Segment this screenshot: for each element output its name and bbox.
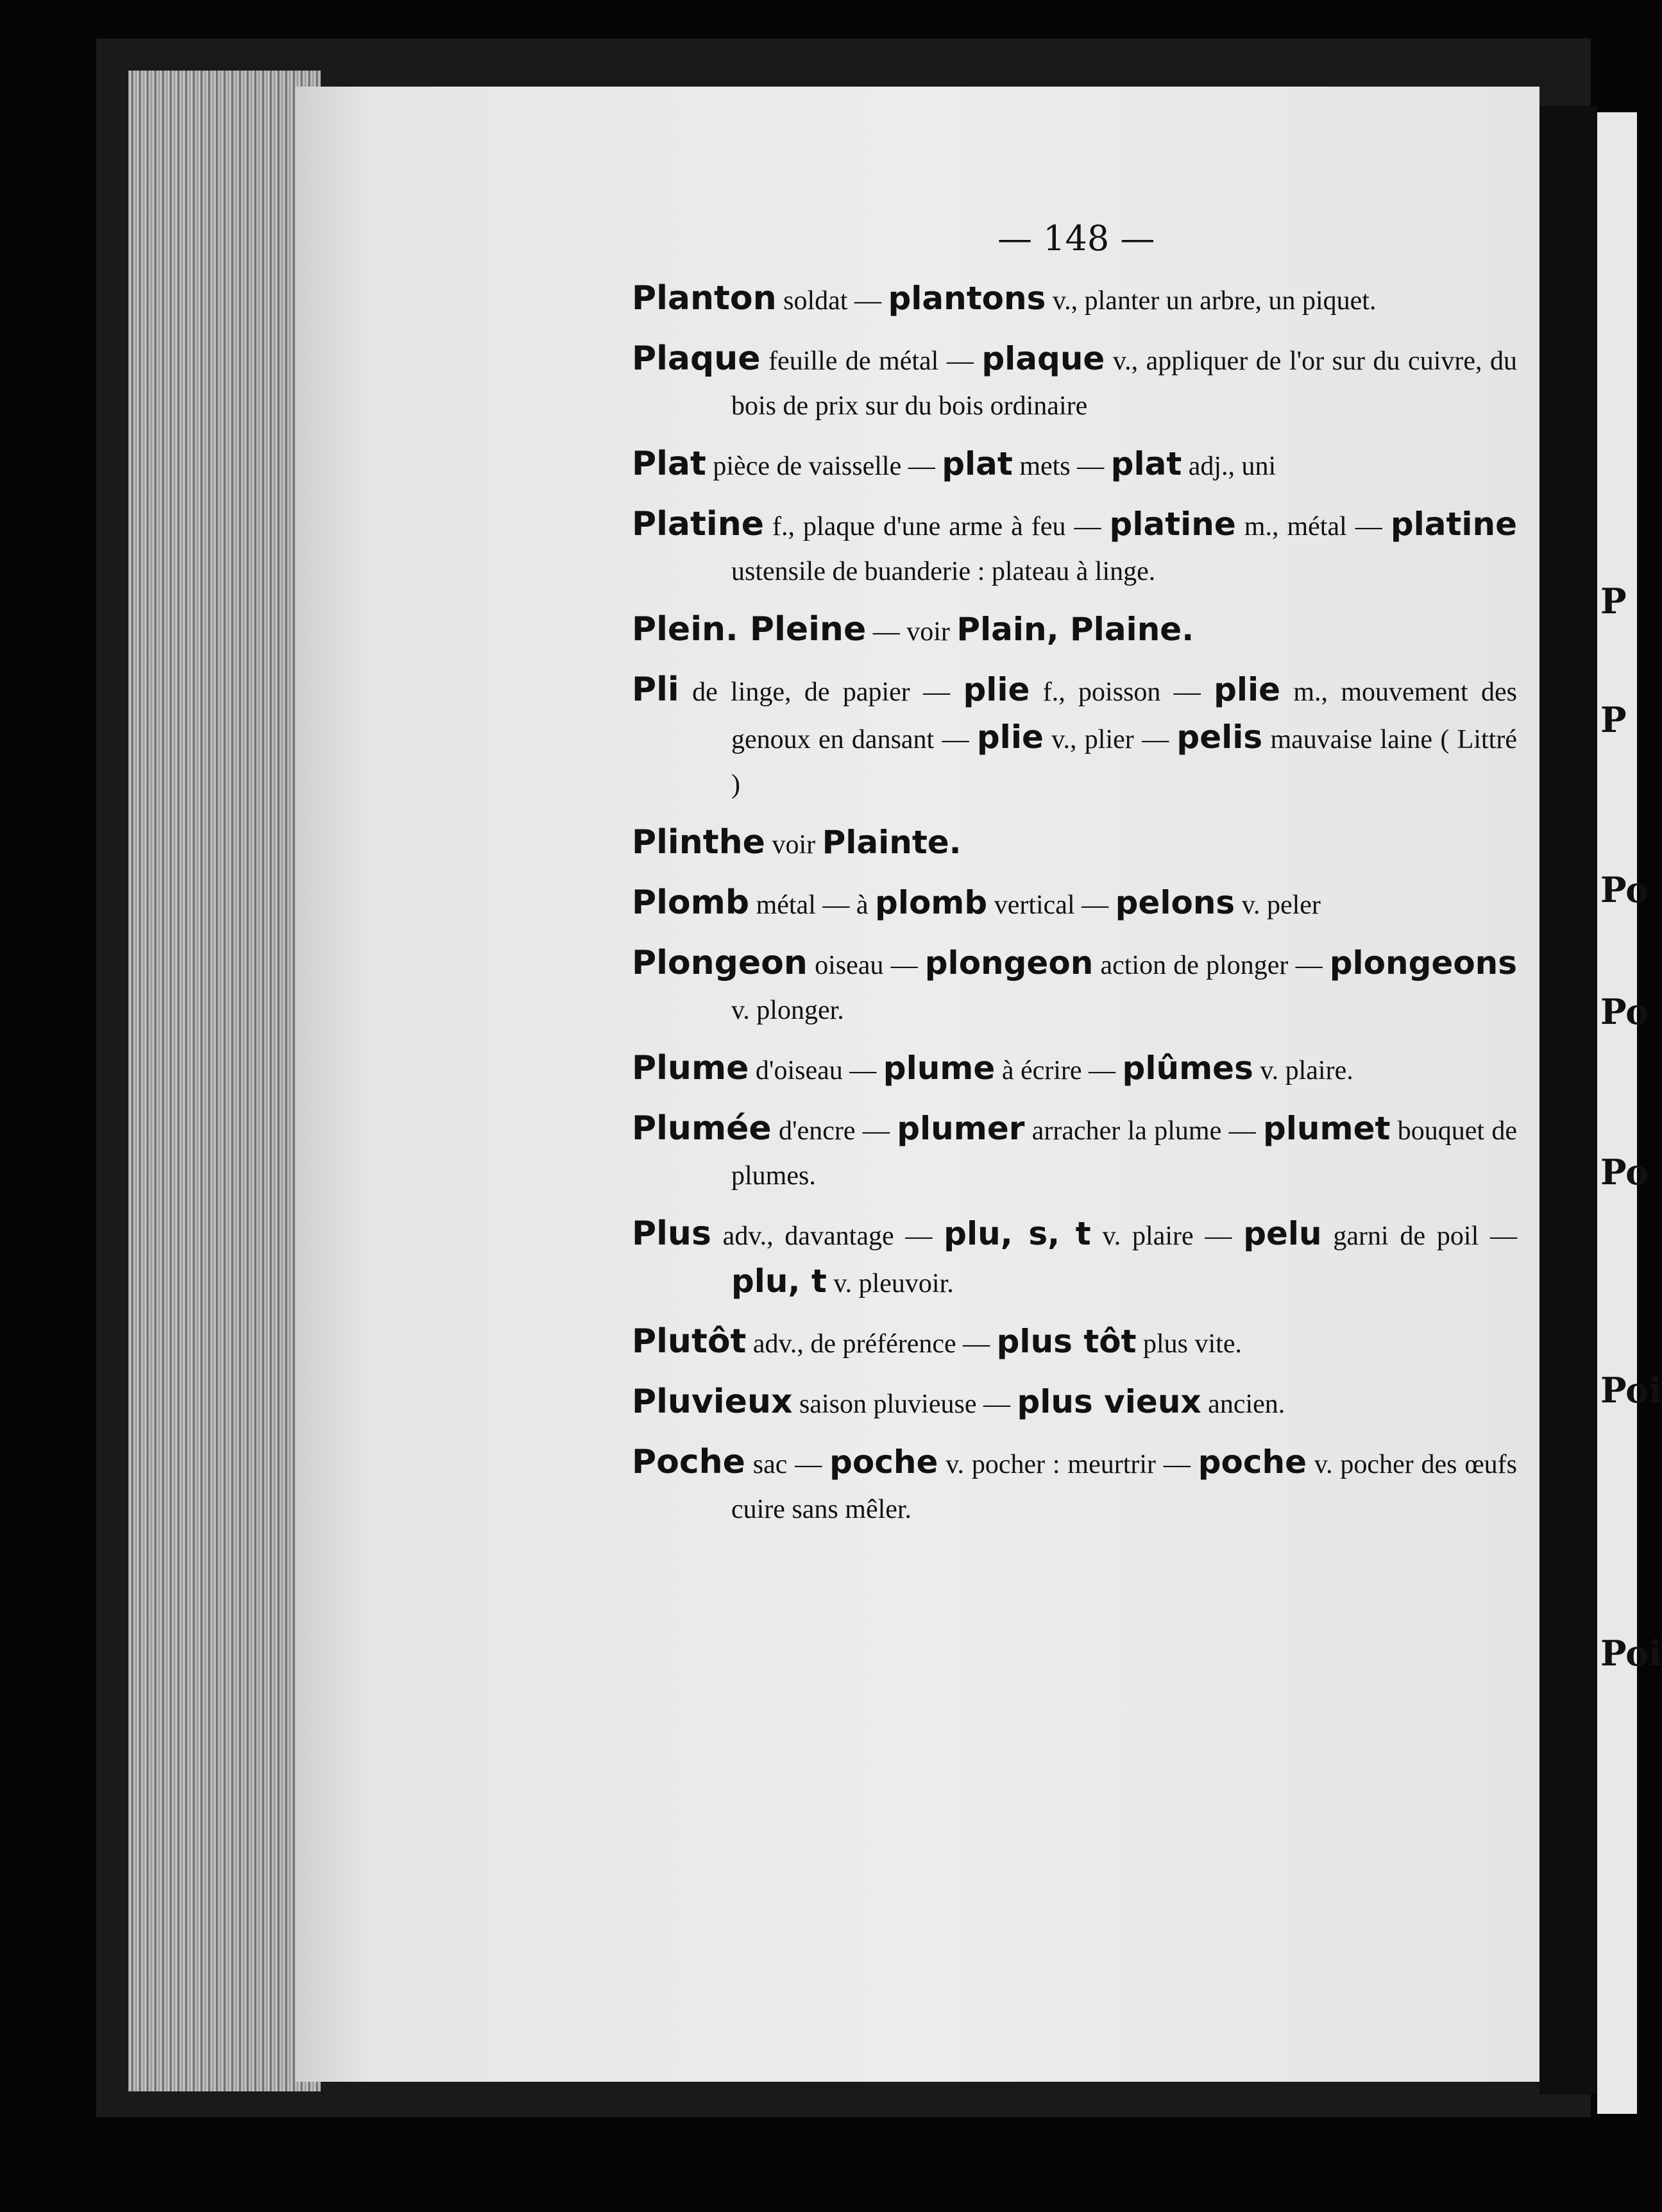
entry-homophone: pelons: [1115, 884, 1235, 921]
entry-homophone: plus tôt: [996, 1323, 1137, 1360]
entry-definition: —: [1142, 725, 1177, 754]
entry-headword: Plat: [632, 445, 706, 483]
entry-definition: —: [890, 951, 925, 980]
entry-definition: f., poisson: [1030, 677, 1174, 707]
entry-definition: —: [822, 890, 856, 920]
entry-definition: v. pleuvoir.: [826, 1269, 954, 1298]
dictionary-entry-plutot: [632, 1319, 1517, 1366]
entry-headword: Plume: [632, 1049, 749, 1087]
entry-definition: —: [1089, 1056, 1123, 1085]
entry-definition: voir: [765, 830, 822, 860]
entry-definition: —: [1490, 1221, 1518, 1251]
entry-homophone: plume: [883, 1050, 996, 1087]
entry-homophone: plongeons: [1329, 944, 1518, 982]
entry-homophone: plumet: [1262, 1110, 1391, 1147]
dictionary-entries: [632, 276, 1517, 1532]
entry-definition: à écrire: [995, 1056, 1089, 1085]
entry-definition: v. pocher : meurtrir: [938, 1450, 1164, 1479]
entry-definition: feuille de métal: [760, 346, 947, 376]
entry-definition: ancien.: [1201, 1390, 1285, 1419]
entry-definition: d'oiseau: [749, 1056, 850, 1085]
entry-headword: Pli: [632, 670, 679, 709]
entry-homophone: pelu: [1243, 1215, 1322, 1252]
entry-definition: —: [923, 677, 963, 707]
entry-headword: Planton: [632, 279, 777, 318]
facing-page-fragment: Po: [1600, 869, 1649, 910]
facing-page-fragment: Poi: [1600, 1633, 1662, 1674]
entry-headword: Poche: [632, 1443, 745, 1481]
entry-homophone: poche: [1198, 1443, 1307, 1481]
entry-homophone: Plain, Plaine.: [956, 611, 1194, 648]
entry-definition: saison pluvieuse: [792, 1390, 983, 1419]
entry-definition: métal: [749, 890, 823, 920]
entry-definition: garni de poil: [1321, 1221, 1491, 1251]
entry-definition: —: [908, 452, 942, 481]
entry-homophone: plu, s, t: [944, 1215, 1091, 1252]
entry-definition: —: [795, 1450, 830, 1479]
entry-definition: adj., uni: [1182, 452, 1276, 481]
entry-definition: —: [1077, 452, 1111, 481]
dictionary-entry-plus: [632, 1211, 1517, 1306]
entry-homophone: plu, t: [731, 1263, 827, 1300]
entry-definition: v. plaire.: [1253, 1056, 1353, 1085]
entry-headword: Plein. Pleine: [632, 610, 867, 649]
entry-definition: v. peler: [1235, 890, 1321, 920]
facing-page-fragment: Po: [1600, 1152, 1649, 1193]
entry-definition: soldat: [776, 286, 854, 316]
entry-homophone: plumer: [897, 1110, 1025, 1147]
dictionary-entry-planton: [632, 276, 1517, 323]
entry-definition: v., appliquer de l'or sur du cuivre, du bois de prix sur du bois ordinaire: [731, 346, 1518, 421]
entry-definition: m., mouvement des genoux en dansant: [731, 677, 1517, 754]
entry-definition: —: [1173, 677, 1214, 707]
entry-definition: —: [905, 1221, 944, 1251]
dictionary-entry-pluvieux: [632, 1379, 1517, 1427]
entry-definition: —: [1205, 1221, 1244, 1251]
entry-definition: f., plaque d'une arme à feu: [764, 512, 1074, 541]
facing-page: [1597, 112, 1637, 2114]
entry-homophone: platine: [1390, 506, 1518, 543]
entry-definition: arracher la plume: [1024, 1116, 1229, 1146]
entry-definition: oiseau: [807, 951, 891, 980]
entry-definition: v. pocher des œufs cuire sans mêler.: [731, 1450, 1518, 1524]
entry-definition: m., métal: [1235, 512, 1355, 541]
entry-definition: à: [856, 890, 876, 920]
entry-homophone: plomb: [875, 884, 988, 921]
dictionary-entry-plein: [632, 607, 1517, 654]
entry-definition: —: [946, 346, 982, 376]
entry-definition: —: [983, 1390, 1017, 1419]
entry-definition: mauvaise laine ( Littré ): [731, 725, 1517, 799]
entry-homophone: platine: [1109, 506, 1236, 543]
entry-definition: —: [942, 725, 977, 754]
entry-homophone: plat: [942, 445, 1013, 482]
dictionary-entry-plomb: [632, 880, 1517, 928]
entry-definition: —: [849, 1056, 883, 1085]
page-number: — 148 —: [997, 218, 1155, 259]
entry-homophone: plaque: [981, 340, 1105, 377]
entry-definition: adv., de préférence: [746, 1329, 963, 1359]
entry-definition: v. plaire: [1090, 1221, 1205, 1251]
entry-headword: Plumée: [632, 1109, 772, 1148]
entry-definition: adv., davantage: [711, 1221, 906, 1251]
dictionary-entry-platine: [632, 502, 1517, 594]
entry-definition: —: [1228, 1116, 1263, 1146]
entry-headword: Plaque: [632, 339, 761, 378]
entry-definition: —: [854, 286, 888, 316]
entry-definition: —: [1081, 890, 1115, 920]
dictionary-entry-plaque: [632, 336, 1517, 429]
dictionary-entry-plongeon: [632, 940, 1517, 1033]
entry-homophone: plat: [1110, 445, 1182, 482]
entry-definition: plus vite.: [1136, 1329, 1242, 1359]
facing-page-fragment: Poi: [1600, 1370, 1662, 1411]
entry-homophone: poche: [829, 1443, 938, 1481]
entry-homophone: plongeon: [924, 944, 1094, 982]
dictionary-entry-plinthe: [632, 820, 1517, 867]
entry-headword: Plinthe: [632, 823, 765, 862]
entry-definition: —: [1295, 951, 1330, 980]
entry-headword: Plutôt: [632, 1322, 747, 1361]
entry-homophone: pelis: [1176, 719, 1263, 756]
entry-definition: sac: [745, 1450, 795, 1479]
entry-definition: d'encre: [771, 1116, 863, 1146]
entry-definition: —: [862, 1116, 897, 1146]
book-gutter: [1539, 106, 1597, 2095]
entry-definition: ustensile de buanderie : plateau à linge.: [731, 557, 1156, 586]
entry-definition: —: [1163, 1450, 1198, 1479]
entry-homophone: plantons: [888, 280, 1046, 317]
entry-headword: Plongeon: [632, 944, 808, 982]
entry-homophone: plie: [963, 671, 1030, 708]
entry-headword: Plus: [632, 1214, 711, 1253]
facing-page-fragment: P: [1600, 581, 1627, 622]
entry-homophone: plie: [976, 719, 1044, 756]
dictionary-entry-pli: [632, 667, 1517, 807]
page-edges: [128, 71, 321, 2091]
facing-page-fragment: P: [1600, 699, 1627, 740]
entry-definition: vertical: [987, 890, 1082, 920]
dictionary-entry-plat: [632, 441, 1517, 489]
entry-definition: bouquet de plumes.: [731, 1116, 1518, 1191]
entry-definition: action de plonger: [1093, 951, 1296, 980]
entry-homophone: plie: [1214, 671, 1281, 708]
dictionary-entry-poche: [632, 1440, 1517, 1532]
dictionary-entry-plume: [632, 1046, 1517, 1093]
entry-definition: —: [963, 1329, 997, 1359]
entry-definition: mets: [1012, 452, 1078, 481]
entry-headword: Platine: [632, 505, 764, 543]
entry-definition: —: [1355, 512, 1391, 541]
entry-definition: v. plonger.: [731, 996, 844, 1025]
entry-definition: pièce de vaisselle: [706, 452, 908, 481]
entry-headword: Plomb: [632, 883, 750, 922]
entry-definition: v., plier: [1043, 725, 1142, 754]
entry-homophone: plus vieux: [1017, 1383, 1201, 1420]
entry-homophone: Plainte.: [822, 824, 962, 861]
entry-definition: —: [1074, 512, 1110, 541]
entry-definition: — voir: [866, 617, 957, 647]
entry-headword: Pluvieux: [632, 1382, 793, 1421]
entry-definition: v., planter un arbre, un piquet.: [1046, 286, 1377, 316]
entry-homophone: plûmes: [1122, 1050, 1253, 1087]
facing-page-fragment: Po: [1600, 991, 1649, 1032]
dictionary-entry-plumee: [632, 1106, 1517, 1198]
entry-definition: de linge, de papier: [679, 677, 924, 707]
